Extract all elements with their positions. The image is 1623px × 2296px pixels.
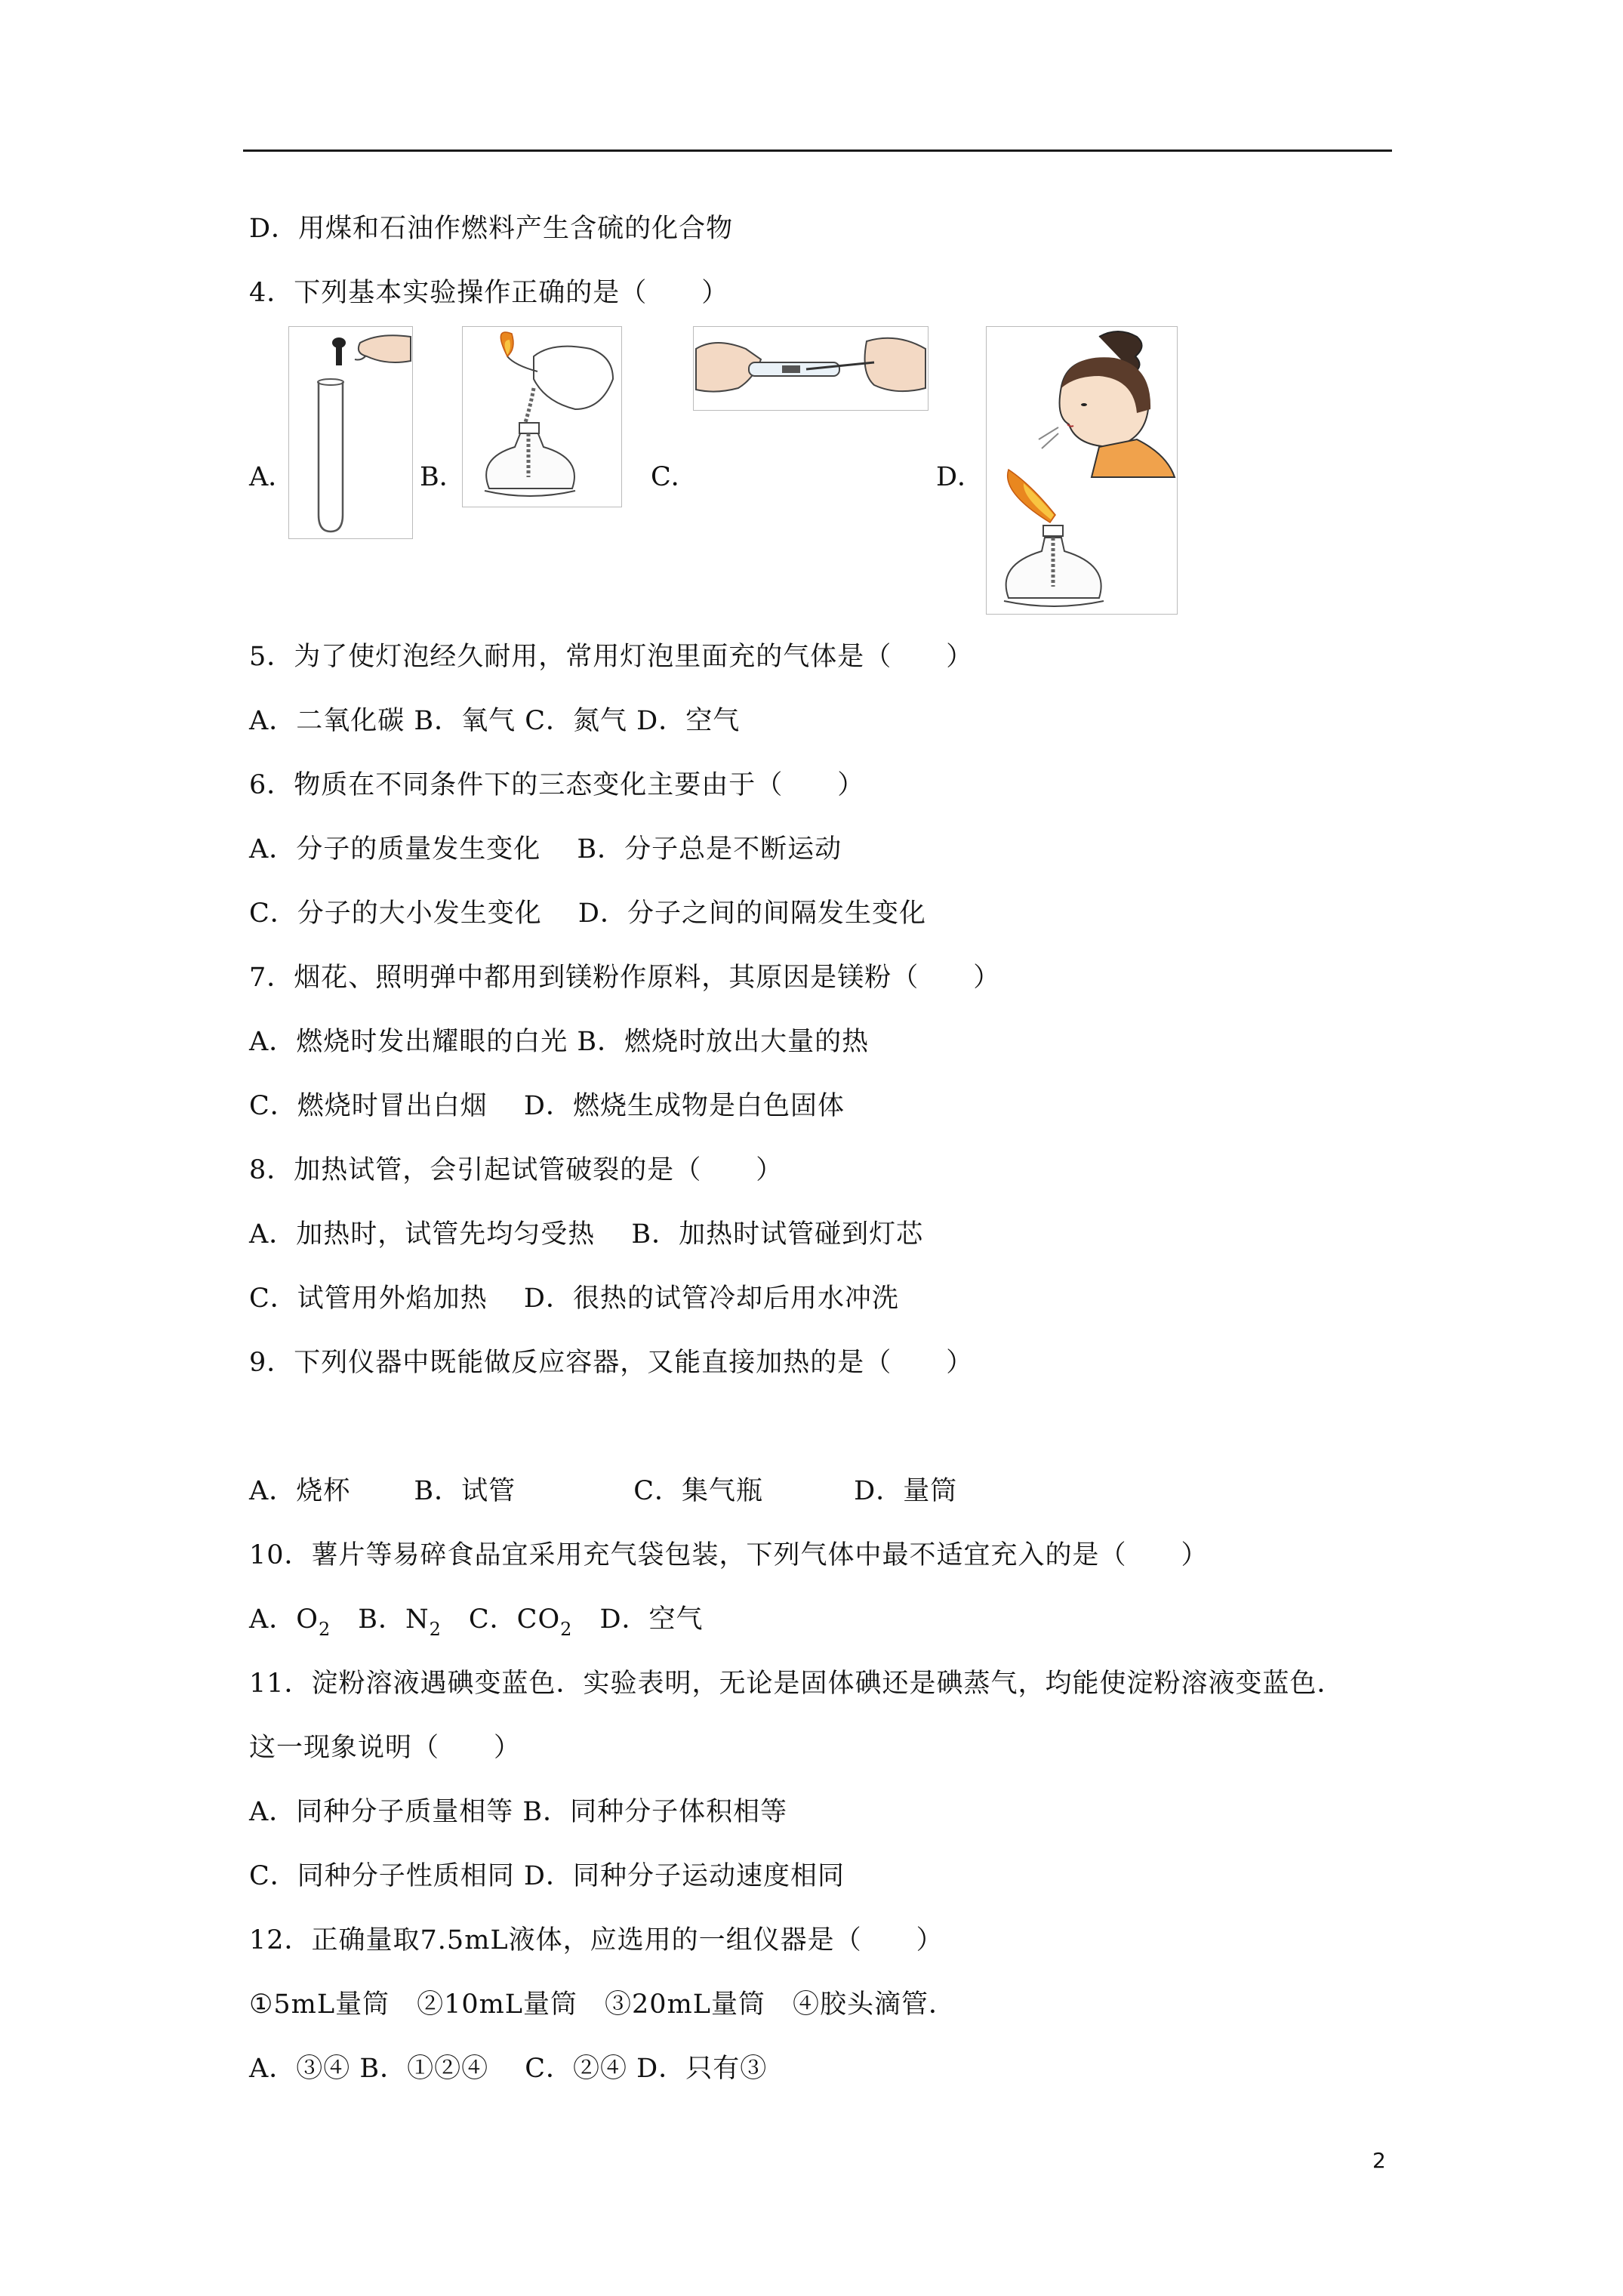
q10-a-prefix: A．O (249, 1604, 319, 1635)
page-number: 2 (1372, 2148, 1386, 2173)
q9-options: A．烧杯 B．试管 C．集气瓶 D．量筒 (249, 1476, 958, 1506)
q6-stem: 6．物质在不同条件下的三态变化主要由于（ ） (249, 770, 865, 800)
q10-d: D．空气 (572, 1604, 704, 1635)
q4-label-d: D． (936, 462, 984, 492)
q9-stem: 9．下列仪器中既能做反应容器，又能直接加热的是（ ） (249, 1348, 974, 1378)
q11-options-cd: C．同种分子性质相同 D．同种分子运动速度相同 (249, 1861, 845, 1891)
q3-option-d: D．用煤和石油作燃料产生含硫的化合物 (249, 214, 734, 244)
q10-stem: 10．薯片等易碎食品宜采用充气袋包装，下列气体中最不适宜充入的是（ ） (249, 1540, 1209, 1570)
q10-c-sub: 2 (560, 1619, 573, 1640)
q4-label-c: C． (651, 462, 698, 492)
q4-stem: 4．下列基本实验操作正确的是（ ） (249, 278, 729, 308)
q5-options: A．二氧化碳 B．氧气 C．氮气 D．空气 (249, 706, 741, 736)
q11-stem-cont: 这一现象说明（ ） (249, 1733, 522, 1763)
q12-options: A．③④ B．①②④ C．②④ D．只有③ (249, 2054, 768, 2084)
hands-test-tube-figure (693, 326, 929, 411)
q4-label-b: B． (420, 462, 466, 492)
q10-c-prefix: C．CO (441, 1604, 561, 1635)
blowing-out-lamp-figure (986, 326, 1178, 615)
q6-options-cd: C．分子的大小发生变化 D．分子之间的间隔发生变化 (249, 898, 926, 929)
q12-items: ①5mL量筒 ②10mL量筒 ③20mL量筒 ④胶头滴管． (249, 1989, 956, 2020)
q8-stem: 8．加热试管，会引起试管破裂的是（ ） (249, 1155, 784, 1185)
q10-options (249, 1604, 704, 1644)
q8-options-ab: A．加热时，试管先均匀受热 B．加热时试管碰到灯芯 (249, 1219, 924, 1250)
q8-options-cd: C．试管用外焰加热 D．很热的试管冷却后用水冲洗 (249, 1284, 899, 1314)
header-rule (243, 149, 1392, 152)
q6-options-ab: A．分子的质量发生变化 B．分子总是不断运动 (249, 834, 842, 864)
q11-stem: 11．淀粉溶液遇碘变蓝色．实验表明，无论是固体碘还是碘蒸气，均能使淀粉溶液变蓝色． (249, 1669, 1344, 1699)
q7-options-cd: C．燃烧时冒出白烟 D．燃烧生成物是白色固体 (249, 1091, 845, 1121)
q10-b-prefix: B．N (331, 1604, 430, 1635)
lamp-lighting-lamp-figure (462, 326, 622, 507)
q7-stem: 7．烟花、照明弹中都用到镁粉作原料，其原因是镁粉（ ） (249, 963, 1001, 993)
q12-stem: 12．正确量取7.5mL液体，应选用的一组仪器是（ ） (249, 1925, 944, 1955)
q10-b-sub: 2 (429, 1619, 442, 1640)
dropper-test-tube-figure (288, 326, 413, 539)
q7-options-ab: A．燃烧时发出耀眼的白光 B．燃烧时放出大量的热 (249, 1027, 870, 1057)
q4-label-a: A． (249, 462, 295, 492)
q10-a-sub: 2 (318, 1619, 331, 1640)
q5-stem: 5．为了使灯泡经久耐用，常用灯泡里面充的气体是（ ） (249, 642, 974, 672)
q11-options-ab: A．同种分子质量相等 B．同种分子体积相等 (249, 1797, 788, 1827)
